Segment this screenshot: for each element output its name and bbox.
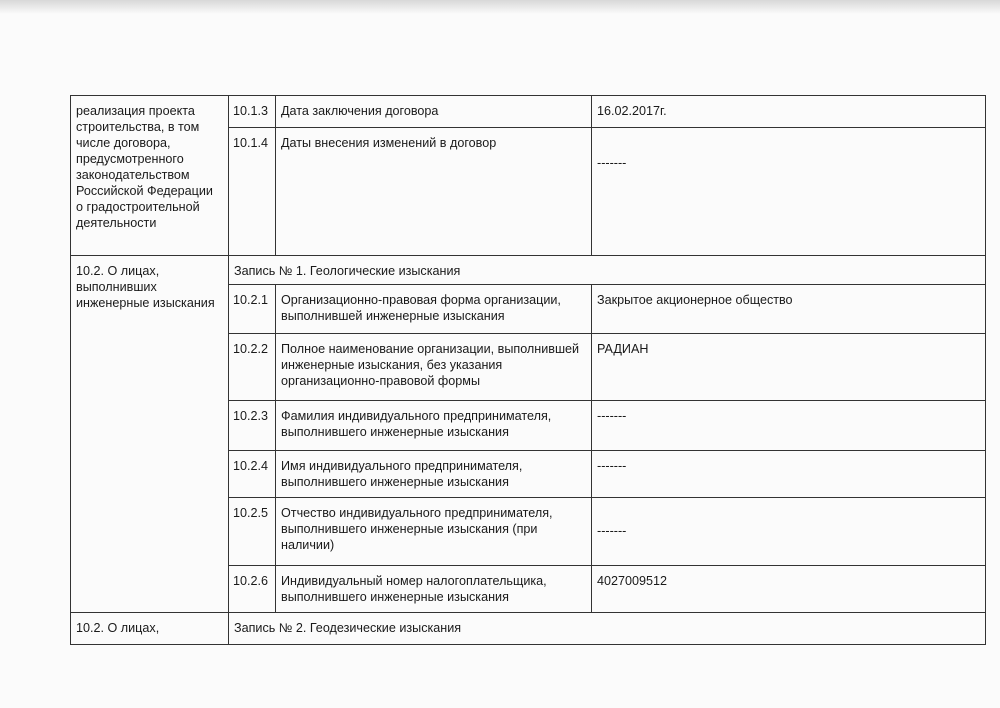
section-label-cell: 10.2. О лицах, выполнивших инженерные изыскания <box>70 255 229 613</box>
row-value: ------- <box>591 127 986 256</box>
row-value: ------- <box>591 400 986 451</box>
row-label: Полное наименование организации, выполнившей инженерные изыскания, без указания организационно-правовой формы <box>275 333 592 401</box>
row-number: 10.2.6 <box>228 565 276 613</box>
row-value: РАДИАН <box>591 333 986 401</box>
row-number: 10.1.3 <box>228 95 276 128</box>
record-title: Запись № 1. Геологические изыскания <box>228 255 986 285</box>
row-number: 10.2.1 <box>228 284 276 334</box>
section-label-cell: 10.2. О лицах, <box>70 612 229 645</box>
row-label: Организационно-правовая форма организации, выполнившей инженерные изыскания <box>275 284 592 334</box>
row-label: Индивидуальный номер налогоплательщика, выполнившего инженерные изыскания <box>275 565 592 613</box>
row-label: Дата заключения договора <box>275 95 592 128</box>
row-number: 10.2.4 <box>228 450 276 498</box>
row-number: 10.1.4 <box>228 127 276 256</box>
row-value: 16.02.2017г. <box>591 95 986 128</box>
row-number: 10.2.2 <box>228 333 276 401</box>
scan-shadow <box>0 0 1000 14</box>
row-value: Закрытое акционерное общество <box>591 284 986 334</box>
row-number: 10.2.5 <box>228 497 276 566</box>
row-label: Даты внесения изменений в договор <box>275 127 592 256</box>
left-label-cell: реализация проекта строительства, в том числе договора, предусмотренного законодательством Российской Федерации о градостроительной деятельности <box>70 95 229 256</box>
row-value: 4027009512 <box>591 565 986 613</box>
row-label: Фамилия индивидуального предпринимателя, выполнившего инженерные изыскания <box>275 400 592 451</box>
row-number: 10.2.3 <box>228 400 276 451</box>
row-value: ------- <box>591 450 986 498</box>
record-title: Запись № 2. Геодезические изыскания <box>228 612 986 645</box>
row-value: ------- <box>591 497 986 566</box>
row-label: Отчество индивидуального предпринимателя, выполнившего инженерные изыскания (при наличии) <box>275 497 592 566</box>
row-label: Имя индивидуального предпринимателя, выполнившего инженерные изыскания <box>275 450 592 498</box>
